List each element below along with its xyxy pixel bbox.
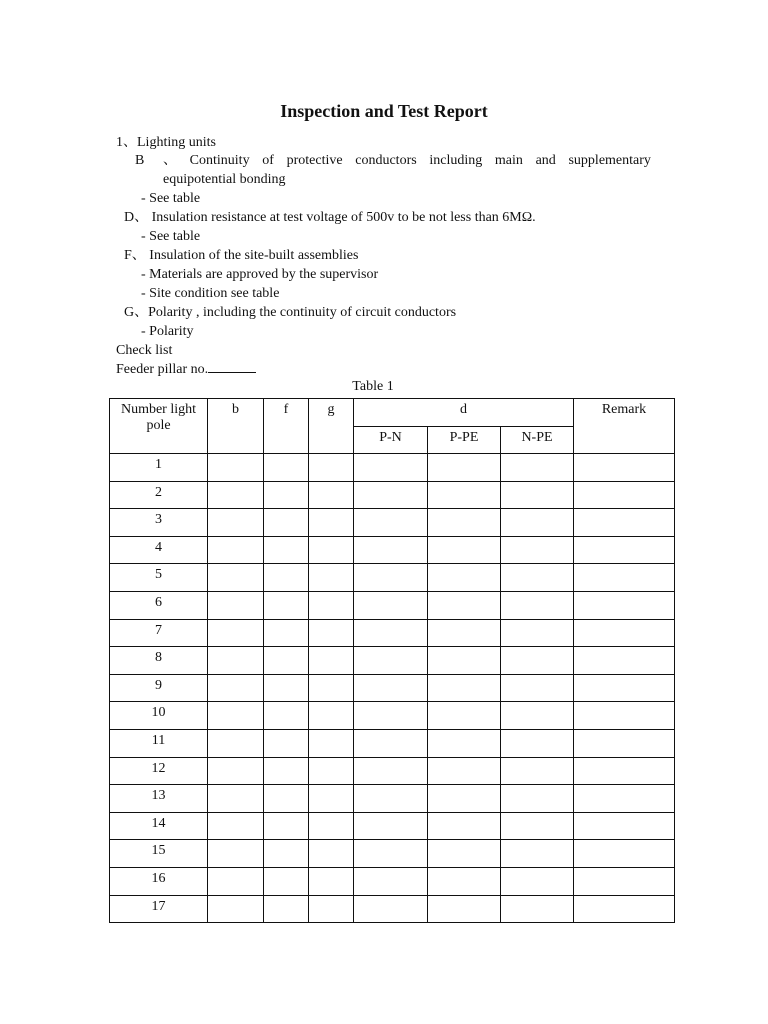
cell-b[interactable] [208,757,264,785]
header-p-pe: P-PE [428,427,501,454]
word: protective [286,153,343,168]
cell-b[interactable] [208,564,264,592]
table-row [110,509,675,537]
header-p-n: P-N [354,427,428,454]
cell-p-pe[interactable] [428,812,501,840]
cell-p-pe[interactable] [428,674,501,702]
cell-p-n[interactable] [354,812,428,840]
table-caption: Table 1 [352,379,394,394]
section-lighting-units: 1、Lighting units [116,135,216,150]
cell-n-pe[interactable] [501,509,574,537]
cell-remark[interactable] [574,812,675,840]
cell-remark[interactable] [574,702,675,730]
table-row [110,812,675,840]
row-number: 6 [110,591,208,619]
cell-g[interactable] [309,840,354,868]
table-row [110,454,675,482]
cell-g[interactable] [309,702,354,730]
cell-b[interactable] [208,702,264,730]
cell-n-pe[interactable] [501,564,574,592]
table-row [110,785,675,813]
cell-g[interactable] [309,757,354,785]
cell-p-n[interactable] [354,757,428,785]
cell-b[interactable] [208,674,264,702]
row-number: 7 [110,619,208,647]
table-row [110,647,675,675]
cell-g[interactable] [309,867,354,895]
cell-g[interactable] [309,647,354,675]
cell-p-pe[interactable] [428,840,501,868]
table-row [110,895,675,923]
row-number: 9 [110,674,208,702]
cell-n-pe[interactable] [501,647,574,675]
cell-p-n[interactable] [354,674,428,702]
cell-b[interactable] [208,729,264,757]
cell-p-pe[interactable] [428,702,501,730]
item-g-polarity: - Polarity [141,324,194,339]
cell-remark[interactable] [574,619,675,647]
cell-n-pe[interactable] [501,785,574,813]
cell-g[interactable] [309,729,354,757]
word: and [535,153,556,168]
cell-p-pe[interactable] [428,619,501,647]
item-b-text [163,151,651,170]
cell-f[interactable] [264,729,309,757]
check-list-label: Check list [116,343,173,358]
cell-remark[interactable] [574,509,675,537]
cell-n-pe[interactable] [501,454,574,482]
cell-n-pe[interactable] [501,867,574,895]
cell-p-n[interactable] [354,840,428,868]
see-table-1: - See table [141,191,201,206]
cell-f[interactable] [264,536,309,564]
cell-n-pe[interactable] [501,702,574,730]
cell-p-pe[interactable] [428,895,501,923]
header-b: b [208,399,264,454]
row-number: 2 [110,481,208,509]
cell-b[interactable] [208,619,264,647]
cell-b[interactable] [208,840,264,868]
page-title: Inspection and Test Report [280,101,488,121]
cell-b[interactable] [208,785,264,813]
cell-f[interactable] [264,757,309,785]
cell-n-pe[interactable] [501,840,574,868]
cell-n-pe[interactable] [501,481,574,509]
word: Continuity [189,153,250,168]
item-g: G、Polarity , including the continuity of circuit conductors [124,305,457,320]
cell-p-pe[interactable] [428,536,501,564]
header-g: g [309,399,354,454]
row-number: 16 [110,867,208,895]
cell-g[interactable] [309,812,354,840]
cell-p-pe[interactable] [428,454,501,482]
cell-remark[interactable] [574,454,675,482]
cell-n-pe[interactable] [501,729,574,757]
cell-p-n[interactable] [354,785,428,813]
cell-p-pe[interactable] [428,729,501,757]
cell-f[interactable] [264,840,309,868]
word: conductors [355,153,417,168]
cell-n-pe[interactable] [501,619,574,647]
cell-p-pe[interactable] [428,785,501,813]
cell-f[interactable] [264,619,309,647]
cell-n-pe[interactable] [501,895,574,923]
cell-remark[interactable] [574,895,675,923]
row-number: 12 [110,757,208,785]
cell-g[interactable] [309,454,354,482]
row-number: 15 [110,840,208,868]
cell-f[interactable] [264,647,309,675]
cell-remark[interactable] [574,481,675,509]
cell-f[interactable] [264,867,309,895]
feeder-pillar-label [116,360,256,379]
item-b-label: B [135,153,145,168]
cell-remark[interactable] [574,536,675,564]
word: including [429,153,483,168]
cell-f[interactable] [264,564,309,592]
cell-p-n[interactable] [354,591,428,619]
see-table-2: - See table [141,229,201,244]
cell-n-pe[interactable] [501,757,574,785]
cell-g[interactable] [309,481,354,509]
cell-b[interactable] [208,454,264,482]
header-n-pe: N-PE [501,427,574,454]
cell-g[interactable] [309,895,354,923]
cell-g[interactable] [309,509,354,537]
cell-f[interactable] [264,509,309,537]
word: 、 [163,153,177,168]
row-number: 13 [110,785,208,813]
header-number-light-pole: Number light pole [110,399,208,454]
cell-g[interactable] [309,536,354,564]
cell-remark[interactable] [574,757,675,785]
table-row [110,757,675,785]
item-d: D、 Insulation resistance at test voltage of 500v to be not less than 6MΩ. [124,210,536,225]
row-number: 4 [110,536,208,564]
row-number: 8 [110,647,208,675]
cell-f[interactable] [264,895,309,923]
table-row [110,674,675,702]
cell-p-n[interactable] [354,729,428,757]
cell-p-n[interactable] [354,867,428,895]
table-row [110,702,675,730]
table-row [110,619,675,647]
cell-p-n[interactable] [354,647,428,675]
cell-p-pe[interactable] [428,564,501,592]
cell-n-pe[interactable] [501,674,574,702]
cell-f[interactable] [264,702,309,730]
cell-g[interactable] [309,591,354,619]
cell-p-n[interactable] [354,454,428,482]
cell-b[interactable] [208,895,264,923]
row-number: 3 [110,509,208,537]
cell-b[interactable] [208,647,264,675]
table-row [110,591,675,619]
row-number: 10 [110,702,208,730]
cell-remark[interactable] [574,674,675,702]
cell-f[interactable] [264,454,309,482]
table-row [110,481,675,509]
cell-n-pe[interactable] [501,591,574,619]
word: main [494,153,523,168]
header-d: d [354,399,574,427]
cell-g[interactable] [309,674,354,702]
cell-remark[interactable] [574,867,675,895]
cell-b[interactable] [208,481,264,509]
row-number: 14 [110,812,208,840]
feeder-pillar-text: Feeder pillar no. [116,362,209,377]
cell-f[interactable] [264,591,309,619]
cell-f[interactable] [264,481,309,509]
cell-f[interactable] [264,812,309,840]
cell-g[interactable] [309,619,354,647]
check-table [109,398,675,923]
item-f: F、 Insulation of the site-built assemblies [124,248,359,263]
header-remark: Remark [574,399,675,454]
cell-remark[interactable] [574,647,675,675]
word: supplementary [568,153,651,168]
cell-p-pe[interactable] [428,509,501,537]
cell-p-pe[interactable] [428,867,501,895]
cell-p-n[interactable] [354,564,428,592]
row-number: 11 [110,729,208,757]
cell-remark[interactable] [574,564,675,592]
item-f-site-condition: - Site condition see table [141,286,280,301]
table-row [110,867,675,895]
cell-p-n[interactable] [354,536,428,564]
cell-remark[interactable] [574,591,675,619]
cell-g[interactable] [309,564,354,592]
table-row [110,729,675,757]
cell-p-pe[interactable] [428,481,501,509]
cell-remark[interactable] [574,729,675,757]
cell-f[interactable] [264,785,309,813]
cell-b[interactable] [208,509,264,537]
cell-p-pe[interactable] [428,647,501,675]
row-number: 17 [110,895,208,923]
cell-n-pe[interactable] [501,812,574,840]
table-row [110,536,675,564]
item-b-continuation: equipotential bonding [163,172,286,187]
cell-b[interactable] [208,812,264,840]
table-row [110,564,675,592]
cell-b[interactable] [208,591,264,619]
cell-b[interactable] [208,536,264,564]
feeder-pillar-field[interactable] [208,360,256,373]
table-row [110,840,675,868]
row-number: 5 [110,564,208,592]
cell-p-n[interactable] [354,702,428,730]
cell-f[interactable] [264,674,309,702]
cell-p-pe[interactable] [428,757,501,785]
cell-p-n[interactable] [354,895,428,923]
cell-p-pe[interactable] [428,591,501,619]
header-f: f [264,399,309,454]
word: of [262,153,274,168]
cell-p-n[interactable] [354,509,428,537]
item-f-materials: - Materials are approved by the supervisor [141,267,379,282]
cell-g[interactable] [309,785,354,813]
cell-n-pe[interactable] [501,536,574,564]
row-number: 1 [110,454,208,482]
cell-remark[interactable] [574,840,675,868]
cell-remark[interactable] [574,785,675,813]
cell-p-n[interactable] [354,481,428,509]
cell-b[interactable] [208,867,264,895]
cell-p-n[interactable] [354,619,428,647]
